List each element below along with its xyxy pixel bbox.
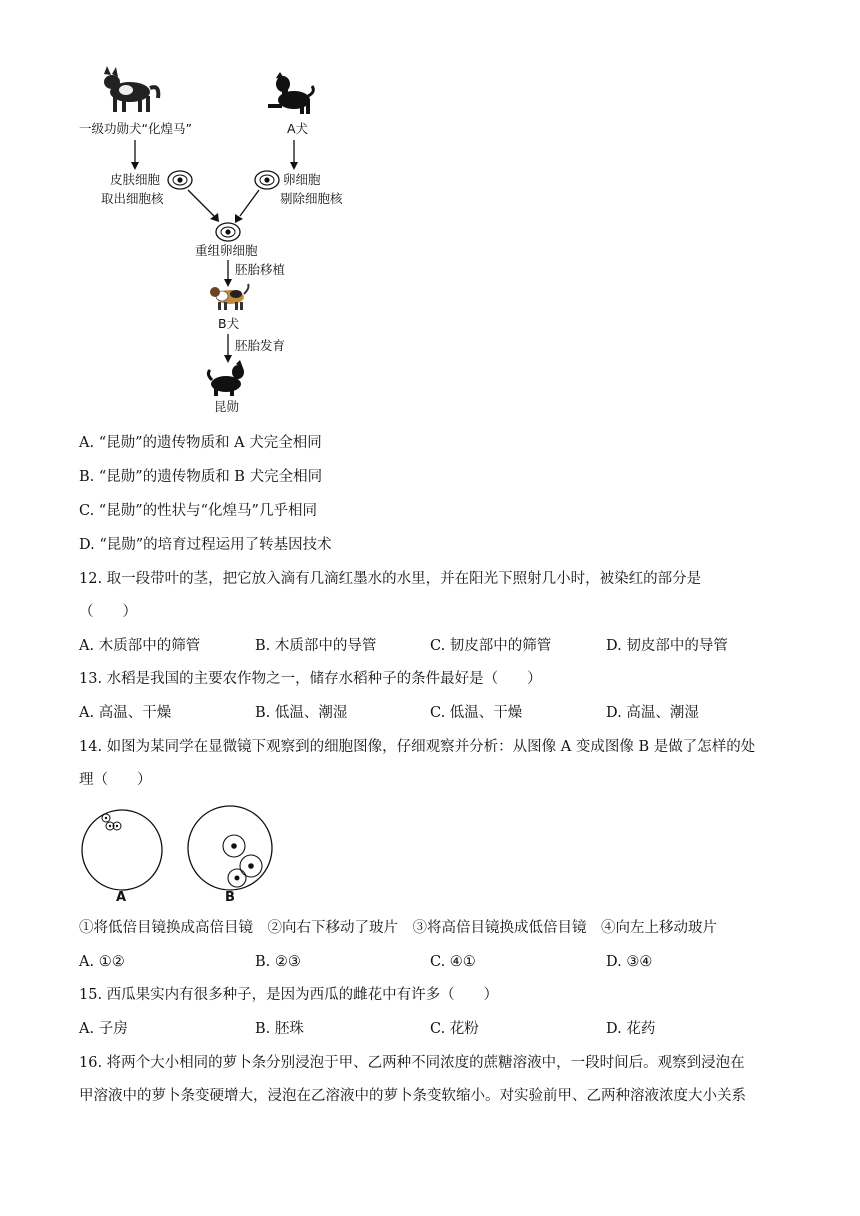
q14-option-b: B. ②③ xyxy=(255,954,301,970)
q16-stem-line2: 甲溶液中的萝卜条变硬增大，浸泡在乙溶液中的萝卜条变软缩小。对实验前甲、乙两种溶液浓度大小关系 xyxy=(79,1088,746,1104)
q14-option-d: D. ③④ xyxy=(606,954,653,970)
q13-stem: 13. 水稻是我国的主要农作物之一，储存水稻种子的条件最好是（ ） xyxy=(79,671,542,687)
q14-stem: 14. 如图为某同学在显微镜下观察到的细胞图像，仔细观察并分析：从图像 A 变成图像 B 是做了怎样的处 xyxy=(79,739,756,755)
q12-stem-bracket: （ ） xyxy=(79,604,137,620)
recombined-cell-icon xyxy=(216,223,240,241)
q14-steps: ①将低倍目镜换成高倍目镜 ②向右下移动了玻片 ③将高倍目镜换成低倍目镜 ④向左上移动玻片 xyxy=(79,920,717,936)
q11-option-a: A. “昆勋”的遗传物质和 A 犬完全相同 xyxy=(79,435,322,451)
q14-option-c: C. ④① xyxy=(430,954,476,970)
view-b-icon xyxy=(188,806,272,890)
embryo-transfer-label: 胚胎移植 xyxy=(235,262,286,277)
view-b-label: B xyxy=(225,890,235,905)
q13-option-d: D. 高温、潮湿 xyxy=(606,705,699,721)
dog-a-label: A犬 xyxy=(287,121,309,136)
q12-option-d: D. 韧皮部中的导管 xyxy=(606,638,728,654)
dog-a-icon xyxy=(268,72,313,114)
arrow-right-down-1 xyxy=(290,140,298,170)
q16-stem-line1: 16. 将两个大小相同的萝卜条分别浸泡于甲、乙两种不同浓度的蔗糖溶液中，一段时间后。观察到浸泡在 xyxy=(79,1055,745,1071)
arrow-left-down-1 xyxy=(131,140,139,170)
dog-b-icon xyxy=(210,284,249,310)
result-dog-label: 昆勋 xyxy=(214,399,240,414)
q11-option-c: C. “昆勋”的性状与“化煌马”几乎相同 xyxy=(79,503,317,519)
arrow-embryo-transfer xyxy=(224,260,232,287)
q15-option-d: D. 花药 xyxy=(606,1021,656,1037)
q14-stem-cont: 理（ ） xyxy=(79,772,152,788)
arrow-skin-to-recombined xyxy=(188,190,219,222)
egg-cell-icon xyxy=(255,171,279,189)
q12-stem: 12. 取一段带叶的茎，把它放入滴有几滴红墨水的水里，并在阳光下照射几小时，被染红的部分是 xyxy=(79,571,702,587)
skin-cell-icon xyxy=(168,171,192,189)
q13-option-c: C. 低温、干燥 xyxy=(430,705,523,721)
arrow-embryo-develop xyxy=(224,334,232,363)
q15-stem: 15. 西瓜果实内有很多种子，是因为西瓜的雌花中有许多（ ） xyxy=(79,987,499,1003)
q15-option-b: B. 胚珠 xyxy=(255,1021,304,1037)
q12-option-c: C. 韧皮部中的筛管 xyxy=(430,638,552,654)
embryo-develop-label: 胚胎发育 xyxy=(235,338,286,353)
q15-option-a: A. 子房 xyxy=(79,1021,128,1037)
q12-option-a: A. 木质部中的筛管 xyxy=(79,638,201,654)
recombined-cell-label: 重组卵细胞 xyxy=(195,243,258,258)
egg-cell-note: 剔除细胞核 xyxy=(280,191,343,206)
q11-option-b: B. “昆勋”的遗传物质和 B 犬完全相同 xyxy=(79,469,323,485)
view-a-label: A xyxy=(116,890,127,905)
dog-left-icon xyxy=(104,66,158,112)
skin-cell-note: 取出细胞核 xyxy=(101,191,164,206)
skin-cell-label: 皮肤细胞 xyxy=(110,172,161,187)
dog-result-icon xyxy=(208,360,244,396)
dog-b-label: B犬 xyxy=(218,316,240,331)
egg-cell-label: 卵细胞 xyxy=(283,172,321,187)
q13-option-a: A. 高温、干燥 xyxy=(79,705,172,721)
q15-option-c: C. 花粉 xyxy=(430,1021,479,1037)
q13-option-b: B. 低温、潮湿 xyxy=(255,705,348,721)
cloning-diagram-graphics xyxy=(0,0,860,420)
q11-option-d: D. “昆勋”的培育过程运用了转基因技术 xyxy=(79,537,332,553)
q12-option-b: B. 木质部中的导管 xyxy=(255,638,377,654)
arrow-egg-to-recombined xyxy=(235,190,259,223)
dog-left-label: 一级功勋犬“化煌马” xyxy=(79,121,192,136)
q14-option-a: A. ①② xyxy=(79,954,125,970)
view-a-icon xyxy=(82,810,162,890)
